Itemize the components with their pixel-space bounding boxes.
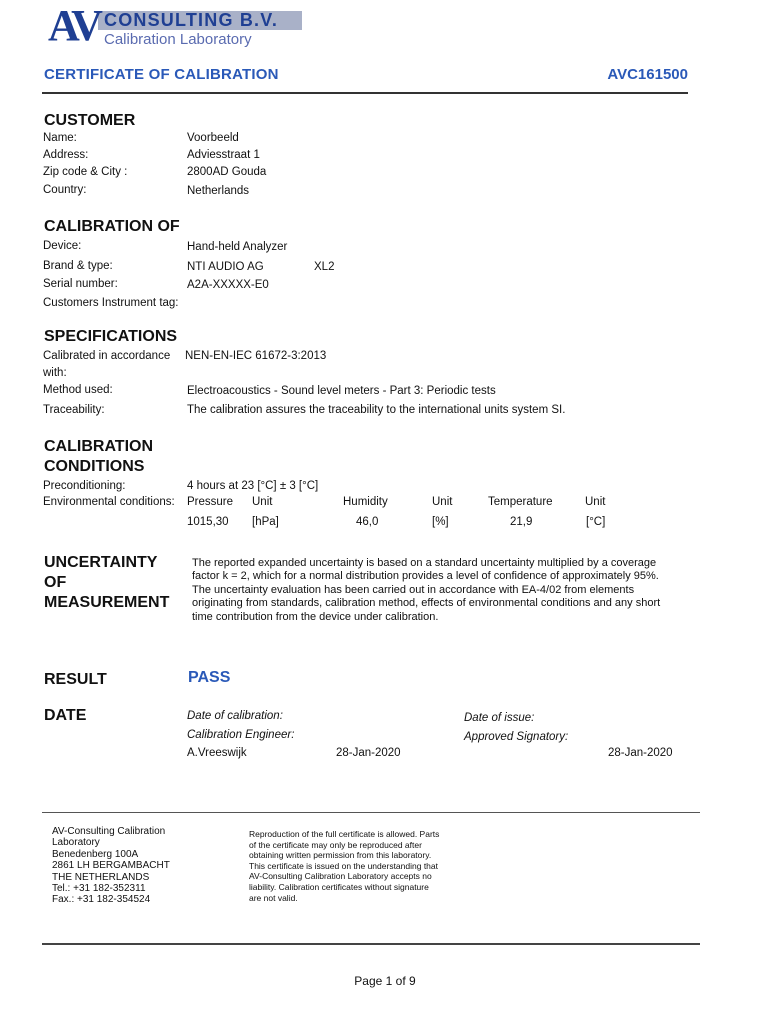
temperature-header: Temperature — [488, 496, 553, 508]
brand-value: NTI AUDIO AG — [187, 261, 264, 273]
serial-value: A2A-XXXXX-E0 — [187, 279, 269, 291]
device-value: Hand-held Analyzer — [187, 241, 288, 253]
certificate-title: CERTIFICATE OF CALIBRATION — [44, 66, 279, 83]
accordance-label-cont: with: — [43, 367, 67, 379]
customer-heading: CUSTOMER — [44, 112, 136, 129]
pressure-header: Pressure — [187, 496, 234, 508]
serial-label: Serial number: — [43, 278, 118, 290]
customer-address: Adviesstraat 1 — [187, 149, 260, 161]
brand-label: Brand & type: — [43, 260, 113, 272]
issue-date-label: Date of issue: — [464, 712, 535, 724]
footer-address-line: Benedenberg 100A — [52, 848, 139, 860]
conditions-heading: CALIBRATION — [44, 438, 154, 455]
footer-notice-line: AV-Consulting Calibration Laboratory accepts no — [249, 871, 432, 882]
conditions-heading-cont: CONDITIONS — [44, 458, 145, 475]
uncertainty-heading-of: OF — [44, 574, 67, 591]
date-heading: DATE — [44, 707, 87, 724]
pressure-unit-header: Unit — [252, 496, 273, 508]
customer-address-label: Address: — [43, 149, 89, 161]
logo-company: CONSULTING B.V. — [104, 10, 279, 30]
approved-signatory-label: Approved Signatory: — [464, 731, 569, 743]
temperature-unit: [°C] — [586, 516, 606, 528]
preconditioning-value: 4 hours at 23 [°C] ± 3 [°C] — [187, 480, 319, 492]
humidity-value: 46,0 — [356, 516, 379, 528]
environmental-label: Environmental conditions: — [43, 496, 175, 508]
pressure-value: 1015,30 — [187, 516, 229, 528]
traceability-label: Traceability: — [43, 404, 105, 416]
footer-notice-line: This certificate is issued on the understanding that — [249, 860, 438, 871]
method-value: Electroacoustics - Sound level meters - Part 3: Periodic tests — [187, 385, 496, 397]
footer-notice-line: of the certificate may only be reproduced after — [249, 839, 422, 850]
footer-notice-line: liability. Calibration certificates without signature — [249, 881, 429, 892]
footer-address — [52, 826, 170, 906]
footer-notice-line: are not valid. — [249, 892, 298, 903]
footer-address-line: AV-Consulting Calibration — [52, 826, 166, 837]
calibration-date-label: Date of calibration: — [187, 710, 283, 722]
temperature-value: 21,9 — [510, 516, 533, 528]
footer-address-line: 2861 LH BERGAMBACHT — [52, 860, 170, 872]
customer-zip: 2800AD Gouda — [187, 166, 267, 178]
footer-address-line: Laboratory — [52, 837, 100, 849]
type-value: XL2 — [314, 261, 335, 273]
customer-name-label: Name: — [43, 132, 77, 144]
uncertainty-text: The reported expanded uncertainty is based on a standard uncertainty multiplied by a coverage factor k = 2, which for a normal distribution provides a level of confidence of approximately 95%. The uncertainty evaluation has been carried out in accordance with EA-4/02 from elements originating from standards, calibration method, effects of environmental conditions and any short time contribution from the device under calibration. — [192, 557, 661, 623]
logo-subtitle: Calibration Laboratory — [104, 31, 252, 48]
traceability-value: The calibration assures the traceability to the international units system SI. — [187, 404, 566, 416]
issue-date: 28-Jan-2020 — [608, 747, 673, 759]
instrument-tag-label: Customers Instrument tag: — [43, 297, 179, 309]
footer-divider — [42, 943, 700, 945]
customer-country-label: Country: — [43, 184, 87, 196]
footer-address-line: THE NETHERLANDS — [52, 871, 150, 883]
accordance-label: Calibrated in accordance — [43, 350, 171, 362]
footer-notice-line: obtaining written permission from this laboratory. — [249, 850, 432, 861]
header-divider — [42, 92, 688, 94]
page-number: Page 1 of 9 — [354, 974, 416, 988]
logo-mark: AV — [48, 1, 100, 50]
temperature-unit-header: Unit — [585, 496, 606, 508]
footer-notice — [249, 829, 439, 903]
method-label: Method used: — [43, 384, 113, 396]
customer-country: Netherlands — [187, 185, 250, 197]
humidity-header: Humidity — [343, 496, 388, 508]
footer-address-line: Tel.: +31 182-352311 — [52, 883, 146, 895]
humidity-unit-header: Unit — [432, 496, 453, 508]
calibration-engineer: A.Vreeswijk — [187, 747, 247, 759]
device-label: Device: — [43, 240, 82, 252]
customer-zip-label: Zip code & City : — [43, 166, 128, 178]
uncertainty-heading-measurement: MEASUREMENT — [44, 594, 170, 611]
footer-address-line: Fax.: +31 182-354524 — [52, 894, 151, 906]
calibration-date: 28-Jan-2020 — [336, 747, 401, 759]
footer-notice-line: Reproduction of the full certificate is allowed. Parts — [249, 829, 440, 839]
humidity-unit: [%] — [432, 516, 449, 528]
calibration-of-heading: CALIBRATION OF — [44, 218, 180, 235]
pressure-unit: [hPa] — [252, 516, 279, 528]
uncertainty-heading: UNCERTAINTY — [44, 554, 158, 571]
customer-name: Voorbeeld — [187, 132, 239, 144]
footer-divider-top — [42, 812, 700, 813]
preconditioning-label: Preconditioning: — [43, 480, 126, 492]
calibration-engineer-label: Calibration Engineer: — [187, 729, 295, 741]
accordance-standard: NEN-EN-IEC 61672-3:2013 — [185, 350, 327, 362]
result-heading: RESULT — [44, 671, 107, 688]
specifications-heading: SPECIFICATIONS — [44, 328, 178, 345]
result-value: PASS — [188, 669, 231, 686]
certificate-number: AVC161500 — [607, 66, 688, 83]
